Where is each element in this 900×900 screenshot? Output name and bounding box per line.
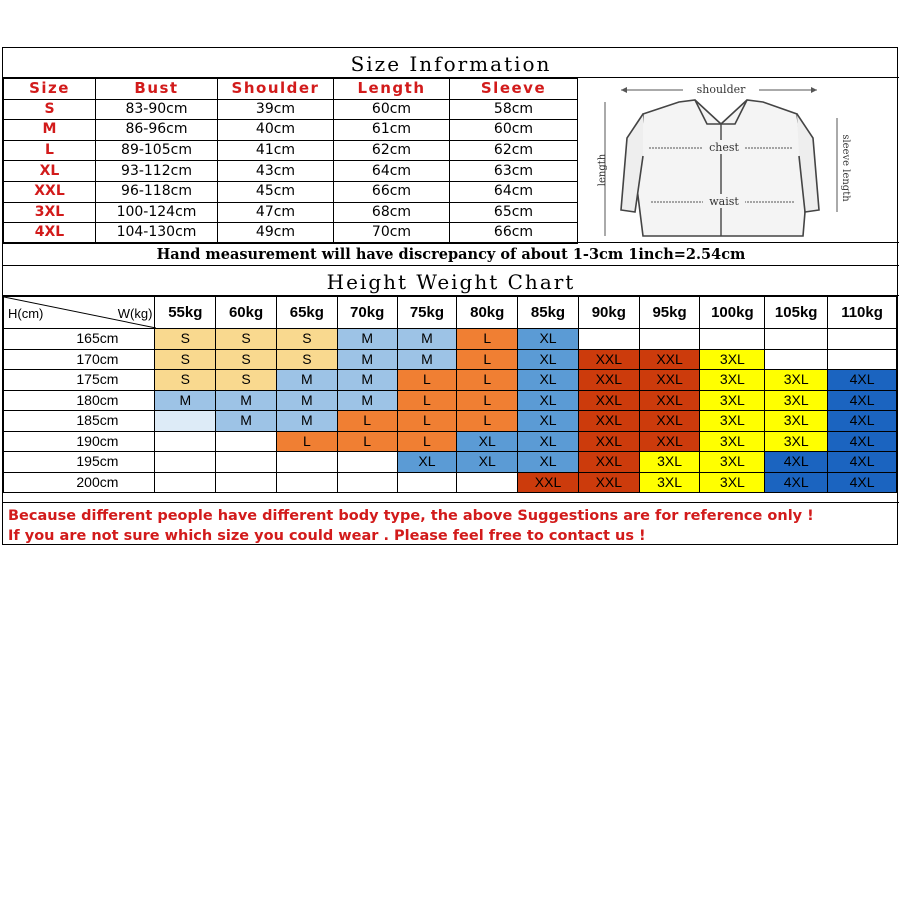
size-cell: S xyxy=(216,370,277,391)
size-label: XL xyxy=(4,161,96,182)
size-cell: S xyxy=(216,329,277,350)
table-row xyxy=(4,120,578,141)
measurement-note: Hand measurement will have discrepancy of about 1-3cm 1inch=2.54cm xyxy=(3,242,899,266)
header-bust: Bust xyxy=(96,79,218,100)
size-cell: M xyxy=(276,370,337,391)
size-cell xyxy=(337,472,397,493)
size-cell: M xyxy=(155,390,216,411)
disclaimer-footer xyxy=(3,502,899,546)
size-cell: XXL xyxy=(578,370,639,391)
shoulder-value: 40cm xyxy=(218,120,334,141)
size-cell: M xyxy=(216,390,277,411)
size-cell: L xyxy=(457,349,518,370)
size-cell: 3XL xyxy=(700,349,765,370)
sleeve-value: 62cm xyxy=(450,140,578,161)
table-row xyxy=(4,370,897,391)
size-cell: M xyxy=(337,390,397,411)
size-cell: XXL xyxy=(578,349,639,370)
table-row xyxy=(4,431,897,452)
header-sleeve: Sleeve xyxy=(450,79,578,100)
size-cell: 3XL xyxy=(639,472,700,493)
size-cell: 3XL xyxy=(700,452,765,473)
size-cell xyxy=(765,329,828,350)
size-cell: XL xyxy=(518,390,579,411)
size-cell xyxy=(216,431,277,452)
size-cell: 4XL xyxy=(828,390,897,411)
h-w-corner-cell xyxy=(4,297,155,329)
size-cell: XXL xyxy=(639,370,700,391)
size-cell: XXL xyxy=(518,472,579,493)
size-cell: M xyxy=(337,329,397,350)
shoulder-label: shoulder xyxy=(696,83,746,96)
table-row xyxy=(4,329,897,350)
size-cell: L xyxy=(276,431,337,452)
size-cell: 3XL xyxy=(700,411,765,432)
size-chart-document xyxy=(2,47,898,545)
size-cell xyxy=(578,329,639,350)
bust-value: 100-124cm xyxy=(96,202,218,223)
shoulder-value: 49cm xyxy=(218,223,334,244)
length-label: length xyxy=(597,153,608,187)
size-cell: 4XL xyxy=(828,472,897,493)
length-value: 61cm xyxy=(334,120,450,141)
shirt-icon xyxy=(637,100,807,236)
header-shoulder: Shoulder xyxy=(218,79,334,100)
size-cell: M xyxy=(276,390,337,411)
size-cell: XXL xyxy=(578,472,639,493)
size-cell: S xyxy=(276,349,337,370)
size-cell: L xyxy=(397,370,457,391)
weight-axis-label: W(kg) xyxy=(117,306,153,321)
weight-header: 95kg xyxy=(639,297,700,329)
weight-header: 100kg xyxy=(700,297,765,329)
weight-header: 65kg xyxy=(276,297,337,329)
length-value: 60cm xyxy=(334,99,450,120)
weight-header: 70kg xyxy=(337,297,397,329)
height-label: 200cm xyxy=(4,472,155,493)
size-cell: 4XL xyxy=(828,411,897,432)
size-cell: 4XL xyxy=(828,452,897,473)
size-cell xyxy=(216,452,277,473)
sleeve-value: 65cm xyxy=(450,202,578,223)
size-cell: 4XL xyxy=(828,431,897,452)
height-axis-label: H(cm) xyxy=(8,306,44,321)
weight-header: 110kg xyxy=(828,297,897,329)
size-cell: XL xyxy=(518,431,579,452)
size-cell: S xyxy=(276,329,337,350)
bust-value: 96-118cm xyxy=(96,181,218,202)
size-cell xyxy=(828,329,897,350)
weight-header: 75kg xyxy=(397,297,457,329)
bust-value: 89-105cm xyxy=(96,140,218,161)
size-cell xyxy=(397,472,457,493)
size-cell: 4XL xyxy=(765,472,828,493)
shoulder-value: 43cm xyxy=(218,161,334,182)
weight-header: 60kg xyxy=(216,297,277,329)
length-value: 64cm xyxy=(334,161,450,182)
size-label: S xyxy=(4,99,96,120)
header-length: Length xyxy=(334,79,450,100)
size-label: L xyxy=(4,140,96,161)
size-cell: 4XL xyxy=(765,452,828,473)
height-label: 165cm xyxy=(4,329,155,350)
size-cell: XL xyxy=(518,452,579,473)
size-cell: 3XL xyxy=(639,452,700,473)
table-row xyxy=(4,181,578,202)
size-cell xyxy=(828,349,897,370)
weight-header: 105kg xyxy=(765,297,828,329)
size-cell: L xyxy=(457,370,518,391)
size-cell: XL xyxy=(518,329,579,350)
table-row xyxy=(4,223,578,244)
bust-value: 86-96cm xyxy=(96,120,218,141)
table-row xyxy=(4,349,897,370)
size-cell: XL xyxy=(518,411,579,432)
shirt-diagram xyxy=(581,78,897,240)
size-cell xyxy=(700,329,765,350)
contact-line: If you are not sure which size you could wear . Please feel free to contact us ! xyxy=(8,528,646,544)
size-cell xyxy=(639,329,700,350)
size-cell: S xyxy=(155,349,216,370)
size-cell: L xyxy=(457,411,518,432)
size-table-header xyxy=(4,79,578,100)
length-value: 68cm xyxy=(334,202,450,223)
height-label: 170cm xyxy=(4,349,155,370)
table-row xyxy=(4,390,897,411)
size-cell: XXL xyxy=(639,411,700,432)
chest-label: chest xyxy=(709,141,739,154)
table-row xyxy=(4,202,578,223)
size-cell: S xyxy=(216,349,277,370)
size-cell xyxy=(155,452,216,473)
size-cell: 3XL xyxy=(700,431,765,452)
height-label: 185cm xyxy=(4,411,155,432)
sleeve-value: 64cm xyxy=(450,181,578,202)
size-cell: XXL xyxy=(639,349,700,370)
size-cell: L xyxy=(397,431,457,452)
length-value: 66cm xyxy=(334,181,450,202)
size-cell: 3XL xyxy=(765,431,828,452)
size-cell: 3XL xyxy=(700,390,765,411)
size-cell xyxy=(216,472,277,493)
size-label: 4XL xyxy=(4,223,96,244)
table-row xyxy=(4,411,897,432)
length-value: 62cm xyxy=(334,140,450,161)
size-cell xyxy=(457,472,518,493)
weight-header: 85kg xyxy=(518,297,579,329)
height-label: 190cm xyxy=(4,431,155,452)
sleeve-value: 60cm xyxy=(450,120,578,141)
size-cell: M xyxy=(216,411,277,432)
size-cell: XL xyxy=(397,452,457,473)
size-cell: XXL xyxy=(578,411,639,432)
weight-header: 90kg xyxy=(578,297,639,329)
size-cell: M xyxy=(337,349,397,370)
shoulder-value: 41cm xyxy=(218,140,334,161)
header-size: Size xyxy=(4,79,96,100)
size-cell: XXL xyxy=(578,452,639,473)
size-cell: L xyxy=(457,390,518,411)
bust-value: 83-90cm xyxy=(96,99,218,120)
size-cell: M xyxy=(276,411,337,432)
table-row xyxy=(4,140,578,161)
height-label: 180cm xyxy=(4,390,155,411)
sleeve-length-label: sleeve length xyxy=(840,134,851,202)
table-row xyxy=(4,452,897,473)
length-value: 70cm xyxy=(334,223,450,244)
size-cell xyxy=(276,472,337,493)
size-cell xyxy=(276,452,337,473)
bust-value: 104-130cm xyxy=(96,223,218,244)
weight-header: 55kg xyxy=(155,297,216,329)
height-label: 195cm xyxy=(4,452,155,473)
shoulder-value: 47cm xyxy=(218,202,334,223)
size-label: XXL xyxy=(4,181,96,202)
size-cell: XXL xyxy=(639,431,700,452)
table-row xyxy=(4,472,897,493)
size-cell: XL xyxy=(518,349,579,370)
size-cell: XXL xyxy=(578,431,639,452)
size-cell: L xyxy=(397,390,457,411)
waist-label: waist xyxy=(709,195,739,208)
size-cell: XXL xyxy=(578,390,639,411)
size-cell: XL xyxy=(457,431,518,452)
sleeve-value: 66cm xyxy=(450,223,578,244)
weight-header-row xyxy=(4,297,897,329)
size-label: M xyxy=(4,120,96,141)
size-cell: M xyxy=(397,329,457,350)
size-cell: L xyxy=(397,411,457,432)
size-cell: S xyxy=(155,329,216,350)
size-information-title: Size Information xyxy=(3,48,899,78)
size-cell: 3XL xyxy=(700,370,765,391)
size-cell: XL xyxy=(518,370,579,391)
size-cell xyxy=(155,431,216,452)
table-row xyxy=(4,99,578,120)
table-row xyxy=(4,161,578,182)
size-cell xyxy=(155,411,216,432)
size-cell: 3XL xyxy=(765,390,828,411)
disclaimer-line: Because different people have different body type, the above Suggestions are for reference only ! xyxy=(8,508,814,524)
height-label: 175cm xyxy=(4,370,155,391)
size-cell: 3XL xyxy=(765,411,828,432)
size-cell: L xyxy=(337,411,397,432)
height-weight-table xyxy=(3,296,897,493)
size-cell: 4XL xyxy=(828,370,897,391)
size-cell xyxy=(155,472,216,493)
size-cell: L xyxy=(337,431,397,452)
size-cell xyxy=(337,452,397,473)
size-cell: 3XL xyxy=(700,472,765,493)
size-cell: XXL xyxy=(639,390,700,411)
size-cell: M xyxy=(337,370,397,391)
size-cell xyxy=(765,349,828,370)
sleeve-value: 58cm xyxy=(450,99,578,120)
bust-value: 93-112cm xyxy=(96,161,218,182)
size-cell: L xyxy=(457,329,518,350)
shoulder-value: 39cm xyxy=(218,99,334,120)
shoulder-value: 45cm xyxy=(218,181,334,202)
weight-header: 80kg xyxy=(457,297,518,329)
size-cell: XL xyxy=(457,452,518,473)
height-weight-chart-title: Height Weight Chart xyxy=(3,266,899,296)
size-table xyxy=(3,78,578,244)
sleeve-value: 63cm xyxy=(450,161,578,182)
size-label: 3XL xyxy=(4,202,96,223)
size-cell: M xyxy=(397,349,457,370)
size-cell: 3XL xyxy=(765,370,828,391)
size-cell: S xyxy=(155,370,216,391)
